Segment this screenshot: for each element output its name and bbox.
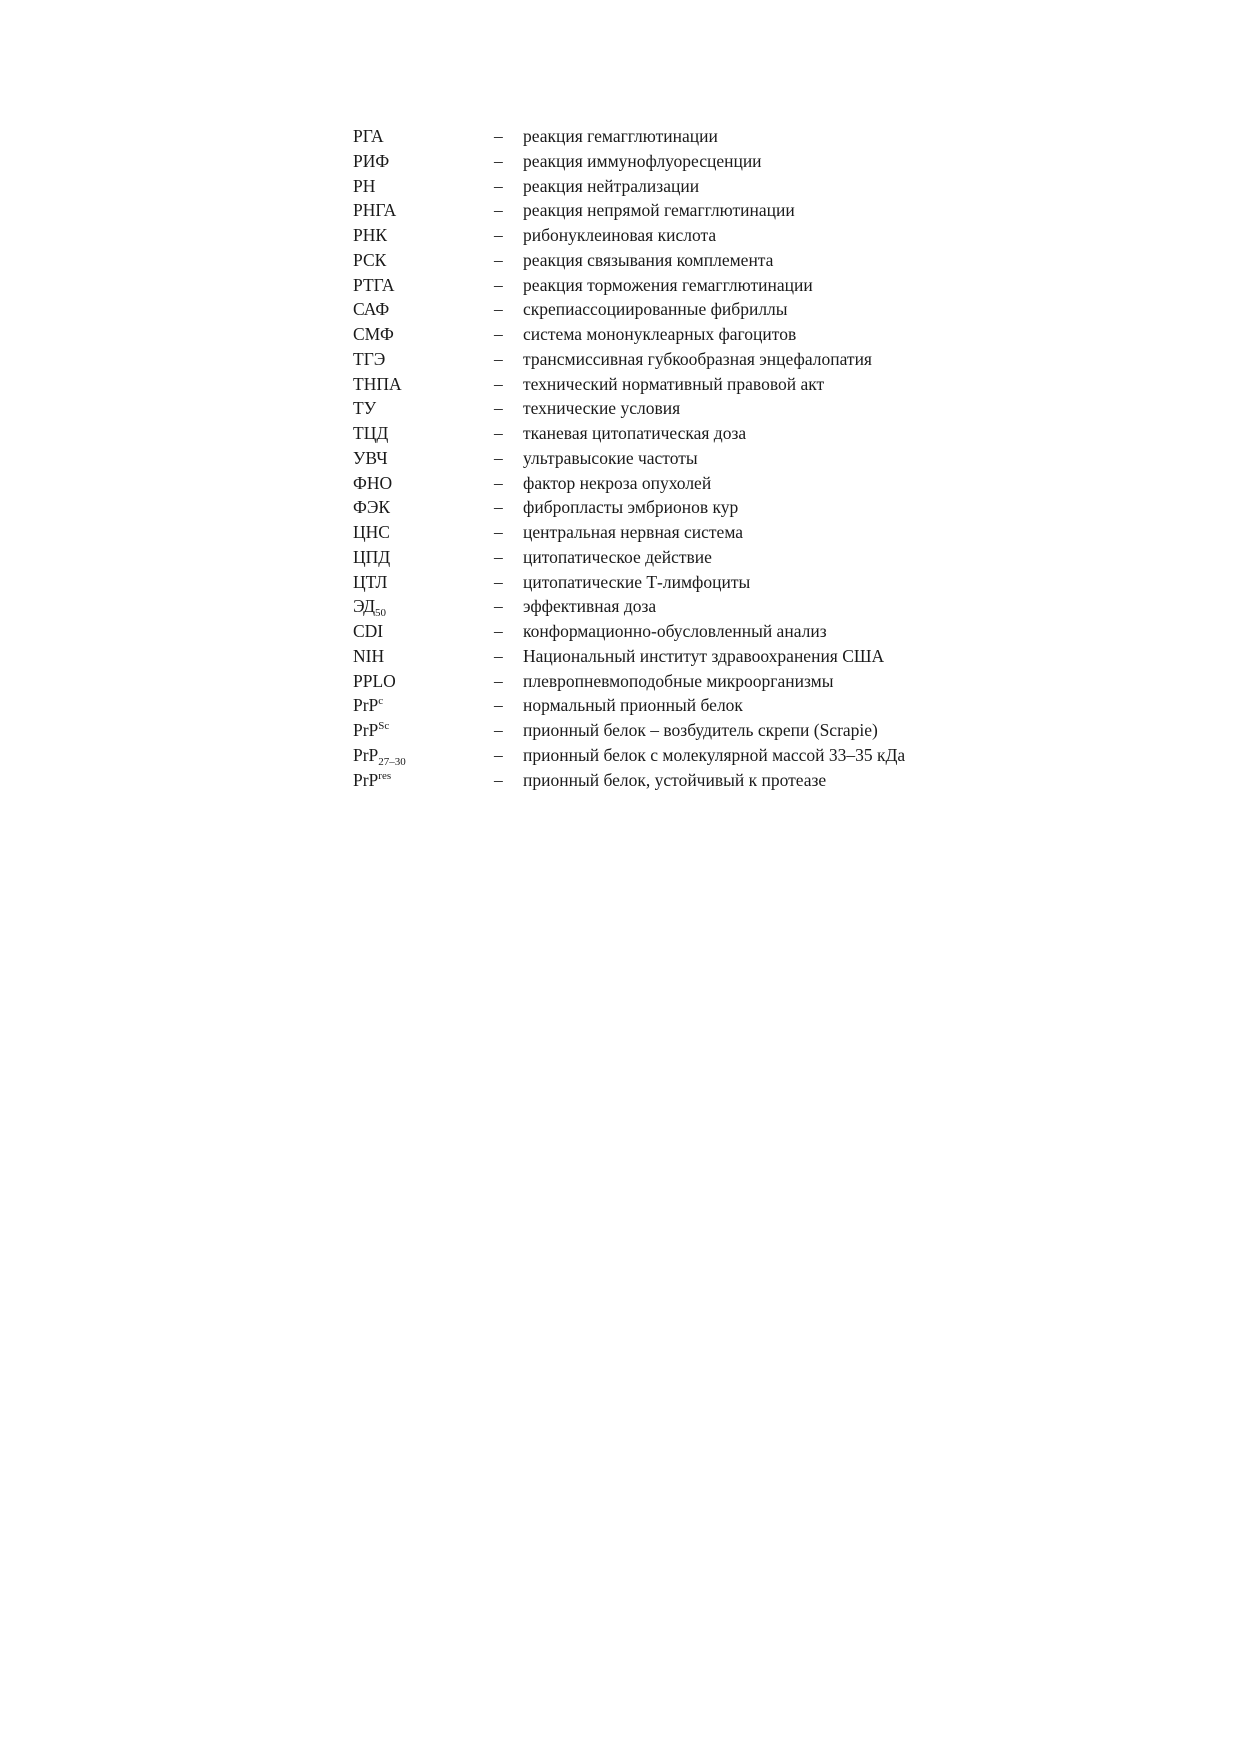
abbreviation-term-text: ЦПД [353, 546, 391, 567]
abbreviation-definition: технические условия [523, 398, 681, 419]
abbreviation-term-text: РГА [353, 126, 384, 146]
abbreviation-term [353, 174, 375, 199]
abbreviation-definition: цитопатическое действие [523, 546, 712, 567]
abbreviation-term [353, 669, 396, 694]
abbreviation-term [353, 570, 387, 595]
abbreviation-dash: – [494, 645, 503, 666]
abbreviation-definition: технический нормативный правовой акт [523, 373, 825, 394]
abbreviation-dash: – [494, 720, 503, 740]
abbreviation-dash: – [494, 299, 503, 320]
abbreviation-definition: прионный белок, устойчивый к протеазе [523, 769, 827, 790]
abbreviation-definition: цитопатические Т-лимфоциты [523, 571, 751, 592]
abbreviation-definition: прионный белок с молекулярной массой 33–35 кДа [523, 744, 906, 765]
abbreviation-dash: – [494, 472, 503, 493]
abbreviation-term [353, 372, 402, 397]
abbreviation-dash: – [494, 695, 503, 716]
abbreviation-term [353, 545, 390, 570]
abbreviation-term-text: РТГА [353, 274, 395, 295]
abbreviation-term-text: ТУ [353, 398, 377, 419]
abbreviation-term-text: NIH [353, 645, 385, 666]
abbreviation-term [353, 768, 391, 793]
abbreviation-term-text: ТГЭ [353, 348, 386, 369]
abbreviation-term-text: PPLO [353, 670, 396, 691]
abbreviation-dash: – [494, 621, 503, 641]
abbreviation-term [353, 495, 390, 520]
abbreviation-term-text: РНК [353, 225, 388, 245]
abbreviation-term-text: РН [353, 175, 376, 196]
abbreviation-definition: реакция нейтрализации [523, 175, 700, 196]
abbreviation-superscript: c [378, 695, 384, 708]
abbreviation-definition: плевропневмоподобные микроорганизмы [523, 670, 834, 691]
abbreviation-definition: ультравысокие частоты [523, 447, 698, 468]
abbreviation-definition: реакция гемагглютинации [523, 126, 718, 146]
abbreviation-dash: – [494, 398, 503, 419]
abbreviation-definition: фактор некроза опухолей [523, 472, 712, 493]
abbreviation-term [353, 223, 387, 248]
abbreviation-definition: нормальный прионный белок [523, 695, 743, 716]
abbreviation-dash: – [494, 324, 503, 344]
abbreviation-term [353, 421, 388, 446]
abbreviation-definition: Национальный институт здравоохранения США [523, 645, 885, 666]
abbreviation-superscript: res [378, 769, 392, 782]
abbreviation-term [353, 297, 389, 322]
abbreviation-term [353, 471, 392, 496]
abbreviation-dash: – [494, 249, 503, 270]
abbreviation-term-text: PrP [353, 744, 379, 765]
abbreviation-subscript: 50 [375, 607, 387, 620]
abbreviation-definition: реакция связывания комплемента [523, 249, 774, 270]
abbreviation-dash: – [494, 769, 503, 790]
abbreviation-dash: – [494, 596, 503, 617]
abbreviation-dash: – [494, 200, 503, 221]
abbreviation-term [353, 124, 384, 149]
abbreviation-superscript: Sc [378, 720, 390, 732]
abbreviation-term [353, 446, 388, 471]
abbreviation-dash: – [494, 423, 503, 443]
abbreviation-dash: – [494, 447, 503, 468]
abbreviation-dash: – [494, 571, 503, 592]
abbreviation-term [353, 396, 376, 421]
abbreviation-definition: прионный белок – возбудитель скрепи (Scrapie) [523, 720, 878, 740]
abbreviation-definition: центральная нервная система [523, 522, 744, 542]
abbreviation-term-text: ФНО [353, 472, 393, 493]
abbreviation-definition: конформационно-обусловленный анализ [523, 621, 827, 641]
abbreviation-term [353, 619, 383, 644]
abbreviation-definition: реакция иммунофлуоресценции [523, 150, 762, 171]
abbreviation-term [353, 693, 383, 718]
abbreviation-definition: реакция непрямой гемагглютинации [523, 200, 795, 221]
abbreviation-term-text: ТЦД [353, 423, 389, 443]
abbreviation-dash: – [494, 126, 503, 146]
abbreviation-term [353, 198, 396, 223]
abbreviation-dash: – [494, 274, 503, 295]
abbreviation-term-text: РИФ [353, 150, 390, 171]
abbreviation-dash: – [494, 150, 503, 171]
abbreviation-dash: – [494, 175, 503, 196]
abbreviation-term [353, 743, 406, 768]
abbreviation-term [353, 594, 386, 619]
abbreviation-definition: реакция торможения гемагглютинации [523, 274, 813, 295]
abbreviation-term-text: ЭД [353, 596, 376, 617]
abbreviation-term-text: PrP [353, 720, 379, 740]
abbreviation-dash: – [494, 522, 503, 542]
abbreviation-term [353, 248, 386, 273]
abbreviation-term-text: РНГА [353, 200, 397, 221]
abbreviation-subscript: 27–30 [378, 755, 406, 768]
abbreviation-term-text: РСК [353, 249, 387, 270]
abbreviation-term-text: CDI [353, 621, 384, 641]
abbreviation-definition: фибропласты эмбрионов кур [523, 497, 739, 518]
abbreviation-term-text: PrP [353, 769, 379, 790]
abbreviation-term [353, 322, 394, 347]
abbreviation-term-text: ЦТЛ [353, 571, 388, 592]
abbreviation-term-text: УВЧ [353, 447, 388, 468]
abbreviation-definition: трансмиссивная губкообразная энцефалопатия [523, 348, 872, 369]
abbreviation-definition: рибонуклеиновая кислота [523, 225, 717, 245]
abbreviation-definition: тканевая цитопатическая доза [523, 423, 747, 443]
abbreviation-definition: эффективная доза [523, 596, 657, 617]
abbreviation-definition: система мононуклеарных фагоцитов [523, 324, 797, 344]
abbreviation-term-text: PrP [353, 695, 379, 716]
abbreviation-term-text: САФ [353, 299, 390, 320]
abbreviation-term [353, 644, 384, 669]
abbreviation-dash: – [494, 497, 503, 518]
abbreviation-term [353, 149, 389, 174]
abbreviation-term-text: ЦНС [353, 522, 390, 542]
abbreviation-dash: – [494, 670, 503, 691]
abbreviation-term [353, 273, 395, 298]
abbreviation-definition: скрепиассоциированные фибриллы [523, 299, 788, 320]
abbreviation-term [353, 347, 385, 372]
abbreviation-dash: – [494, 546, 503, 567]
abbreviation-dash: – [494, 744, 503, 765]
abbreviation-dash: – [494, 373, 503, 394]
abbreviation-term [353, 520, 390, 545]
abbreviation-term [353, 718, 389, 743]
abbreviation-dash: – [494, 348, 503, 369]
abbreviation-term-text: ФЭК [353, 497, 391, 518]
abbreviation-term-text: ТНПА [353, 373, 402, 394]
abbreviation-dash: – [494, 225, 503, 245]
abbreviation-term-text: СМФ [353, 324, 394, 344]
